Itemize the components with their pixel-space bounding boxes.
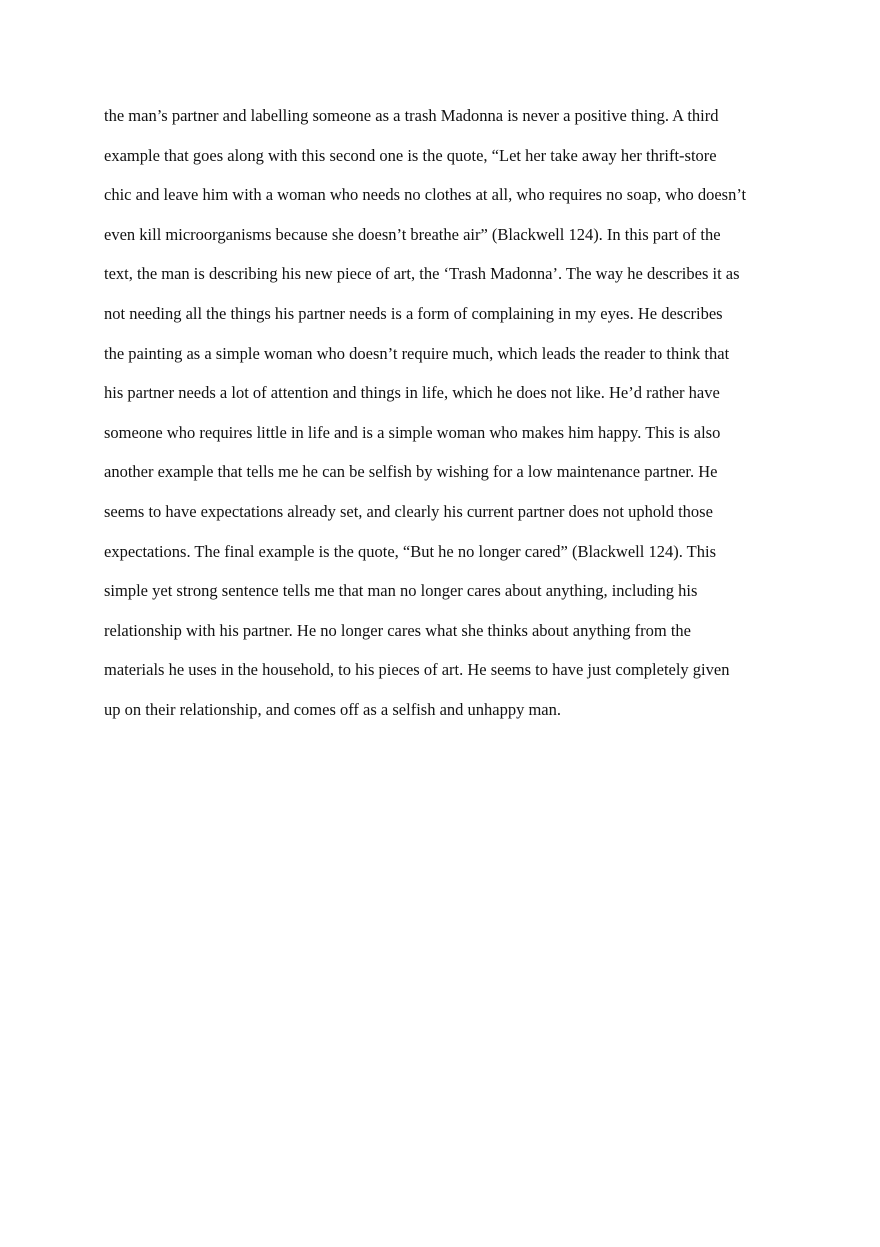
text-line: text, the man is describing his new piece of art, the ‘Trash Madonna’. The way he describes it as [104,264,740,284]
text-line: another example that tells me he can be selfish by wishing for a low maintenance partner. He [104,462,718,482]
text-line: chic and leave him with a woman who needs no clothes at all, who requires no soap, who doesn’t [104,185,747,205]
text-line: the man’s partner and labelling someone as a trash Madonna is never a positive thing. A third [104,106,719,125]
text-line: someone who requires little in life and is a simple woman who makes him happy. This is also [104,422,721,442]
body-paragraph [104,102,804,736]
text-line: materials he uses in the household, to his pieces of art. He seems to have just completely given [104,660,730,680]
text-line: seems to have expectations already set, and clearly his current partner does not uphold those [104,501,713,521]
text-line: simple yet strong sentence tells me that man no longer cares about anything, including his [104,581,698,601]
text-line: relationship with his partner. He no longer cares what she thinks about anything from the [104,620,691,640]
text-line: example that goes along with this second one is the quote, “Let her take away her thrift-store [104,145,717,165]
text-line: not needing all the things his partner needs is a form of complaining in my eyes. He describes [104,303,723,323]
text-line: his partner needs a lot of attention and things in life, which he does not like. He’d rather have [104,383,720,403]
text-line: expectations. The final example is the quote, “But he no longer cared” (Blackwell 124). This [104,541,716,561]
text-line: even kill microorganisms because she doesn’t breathe air” (Blackwell 124). In this part of the [104,224,721,244]
text-line: up on their relationship, and comes off as a selfish and unhappy man. [104,699,562,719]
text-line: the painting as a simple woman who doesn’t require much, which leads the reader to think that [104,343,730,363]
